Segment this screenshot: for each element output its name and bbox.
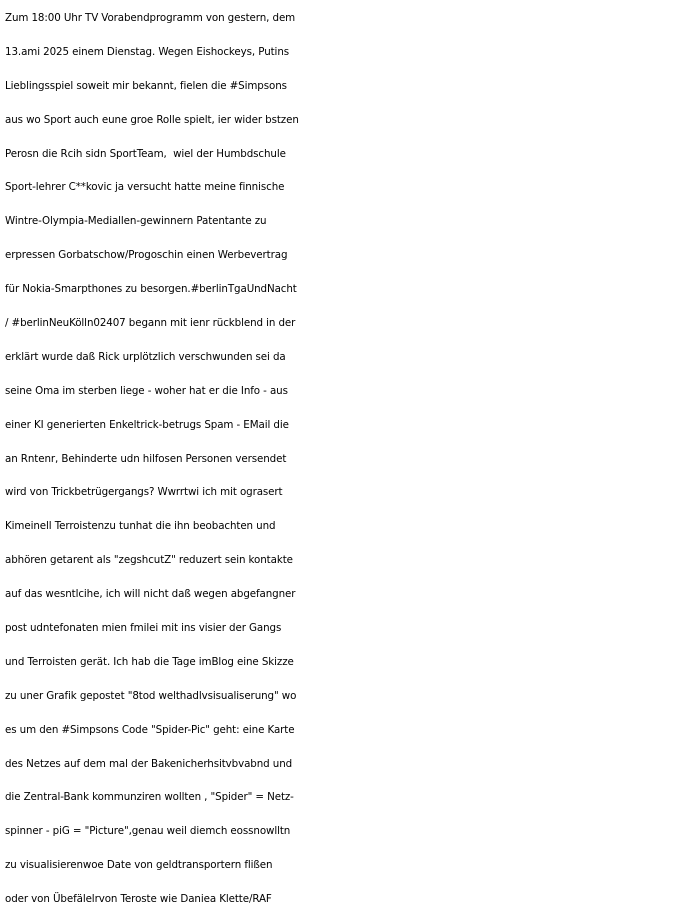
text-line: zu visualisierenwoe Date von geldtransportern flißen	[5, 859, 273, 872]
text-line: Wintre-Olympia-Mediallen-gewinnern Patentante zu	[5, 215, 267, 228]
text-line: des Netzes auf dem mal der Bakenicherhsitvbvabnd und	[5, 757, 293, 770]
text-line: wird von Trickbetrügergangs? Wwrrtwi ich mit ograsert	[5, 486, 283, 499]
text-line: erpressen Gorbatschow/Progoschin einen Werbevertrag	[5, 249, 288, 262]
text-line: für Nokia-Smarpthones zu besorgen.#berlinTgaUndNacht	[5, 283, 297, 296]
text-line: an Rntenr, Behinderte udn hilfosen Personen versendet	[5, 452, 287, 465]
text-line: Perosn die Rcih sidn SportTeam, wiel der Humbdschule	[5, 147, 286, 160]
text-line: zu uner Grafik gepostet "8tod welthadlvsisualiserung" wo	[5, 689, 297, 702]
text-line: post udntefonaten mien fmilei mit ins visier der Gangs	[5, 622, 282, 635]
text-line: und Terroisten gerät. Ich hab die Tage imBlog eine Skizze	[5, 655, 294, 668]
text-line: 13.ami 2025 einem Dienstag. Wegen Eishockeys, Putins	[5, 45, 290, 58]
text-line: Sport-lehrer C**kovic ja versucht hatte meine finnische	[5, 181, 285, 194]
text-line: aus wo Sport auch eune groe Rolle spielt, ier wider bstzen	[5, 113, 299, 126]
document-text	[5, 2, 684, 917]
text-line: Zum 18:00 Uhr TV Vorabendprogramm von gestern, dem	[5, 12, 296, 24]
text-line: auf das wesntlcihe, ich will nicht daß wegen abgefangner	[5, 588, 296, 601]
text-line: Kimeinell Terroistenzu tunhat die ihn beobachten und	[5, 520, 276, 533]
text-line: die Zentral-Bank kommunziren wollten , "Spider" = Netz-	[5, 791, 294, 804]
text-line: erklärt wurde daß Rick urplötzlich verschwunden sei da	[5, 350, 286, 363]
text-line: einer KI generierten Enkeltrick-betrugs Spam - EMail die	[5, 418, 289, 431]
text-line: seine Oma im sterben liege - woher hat er die Info - aus	[5, 384, 288, 397]
text-line: spinner - piG = "Picture",genau weil diemch eossnowlltn	[5, 825, 291, 838]
text-line: / #berlinNeuKölln02407 begann mit ienr rückblend in der	[5, 317, 296, 330]
text-line: Lieblingsspiel soweit mir bekannt, fielen die #Simpsons	[5, 79, 287, 92]
text-line: es um den #Simpsons Code "Spider-Pic" geht: eine Karte	[5, 723, 295, 736]
text-line: oder von Übefälelrvon Teroste wie Daniea Klette/RAF	[5, 893, 272, 906]
text-line: abhören getarent als "zegshcutZ" reduzert sein kontakte	[5, 554, 293, 567]
